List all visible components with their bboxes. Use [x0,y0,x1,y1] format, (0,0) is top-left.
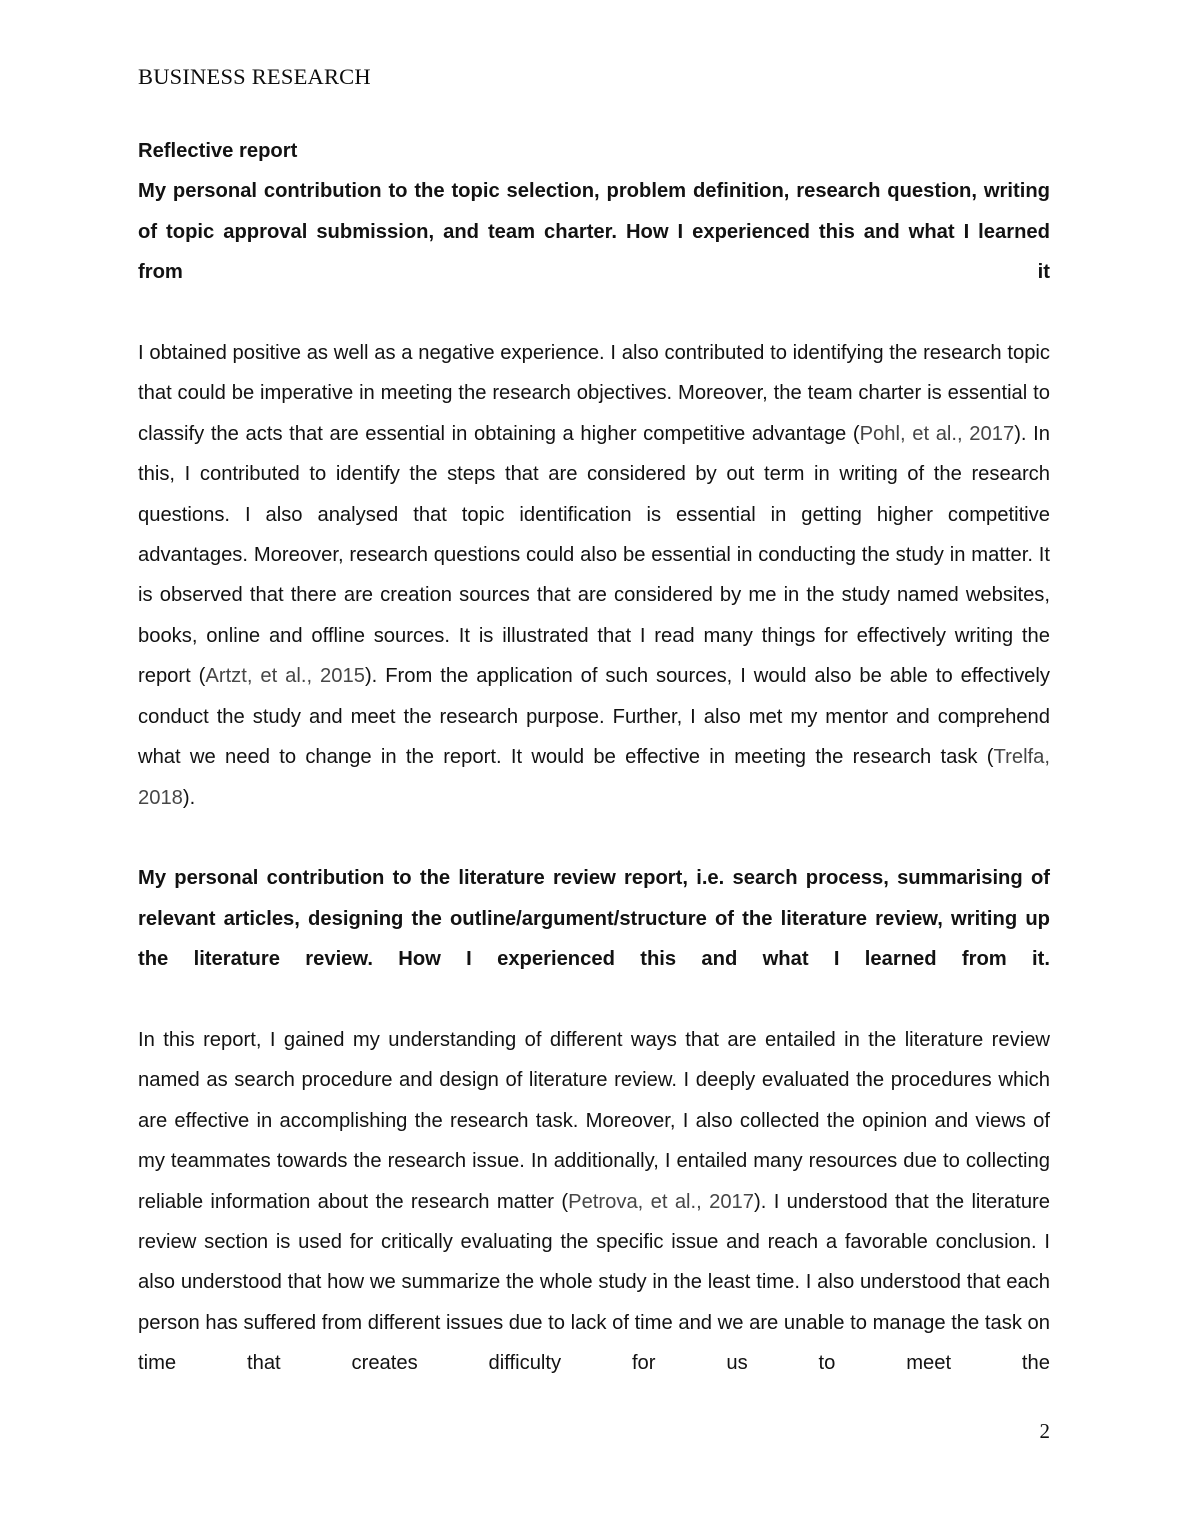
paragraph-2-text-part-2: ). I understood that the literature review section is used for critically evaluating the specific issue and reach a favorable conclusion. I also understood that how we summarize the whole study in the least time. I also understood that each person has suffered from different issues due to lack of time and we are unable to manage the task on time that creates difficulty for us to meet the [138,1190,1050,1375]
paragraph-1 [138,333,1050,858]
heading-personal-contribution-literature-review: My personal contribution to the literature review report, i.e. search process, summarising of relevant articles, designing the outline/argument/structure of the literature review, writing up the literature review. How I experienced this and what I learned from it. [138,867,1050,971]
citation-trelfa-2018: Trelfa, 2018 [138,746,1050,809]
running-head: BUSINESS RESEARCH [138,64,371,89]
heading-personal-contribution-topic-selection: My personal contribution to the topic selection, problem definition, research question, writing of topic approval submission, and team charter. How I experienced this and what I learned from it [138,180,1050,284]
citation-petrova-2017: Petrova, et al., 2017 [568,1190,755,1213]
paragraph-1-text-part-3: ). From the application of such sources, I would also be able to effectively conduct the study and meet the research purpose. Further, I also met my mentor and comprehend what we need to change in the report. It would be effective in meeting the research task ( [138,665,1050,769]
page-number: 2 [1039,1419,1050,1443]
paragraph-1-text-part-1: I obtained positive as well as a negative experience. I also contributed to identifying the research topic that could be imperative in meeting the research objectives. Moreover, the team charter is essential to classify the acts that are essential in obtaining a higher competitive advantage ( [138,342,1050,445]
section-title: Reflective report [138,140,298,162]
citation-artzt-2015: Artzt, et al., 2015 [205,665,365,688]
paragraph-1-text-part-2: ). In this, I contributed to identify the steps that are considered by out term in writing of the research questions. I also analysed that topic identification is essential in getting higher competitive advantages. Moreover, research questions could also be essential in conducting the study in matter. It is observed that there are creation sources that are considered by me in the study named websites, books, online and offline sources. It is illustrated that I read many things for effectively writing the report ( [138,422,1050,688]
document-body [138,131,1050,1424]
paragraph-2 [138,1020,1050,1424]
paragraph-1-text-part-4: ). [182,786,196,809]
citation-pohl-2017: Pohl, et al., 2017 [859,422,1015,445]
paragraph-2-text-part-1: In this report, I gained my understanding of different ways that are entailed in the literature review named as search procedure and design of literature review. I deeply evaluated the procedures which are effective in accomplishing the research task. Moreover, I also collected the opinion and views of my teammates towards the research issue. In additionally, I entailed many resources due to collecting reliable information about the research matter ( [138,1028,1050,1213]
